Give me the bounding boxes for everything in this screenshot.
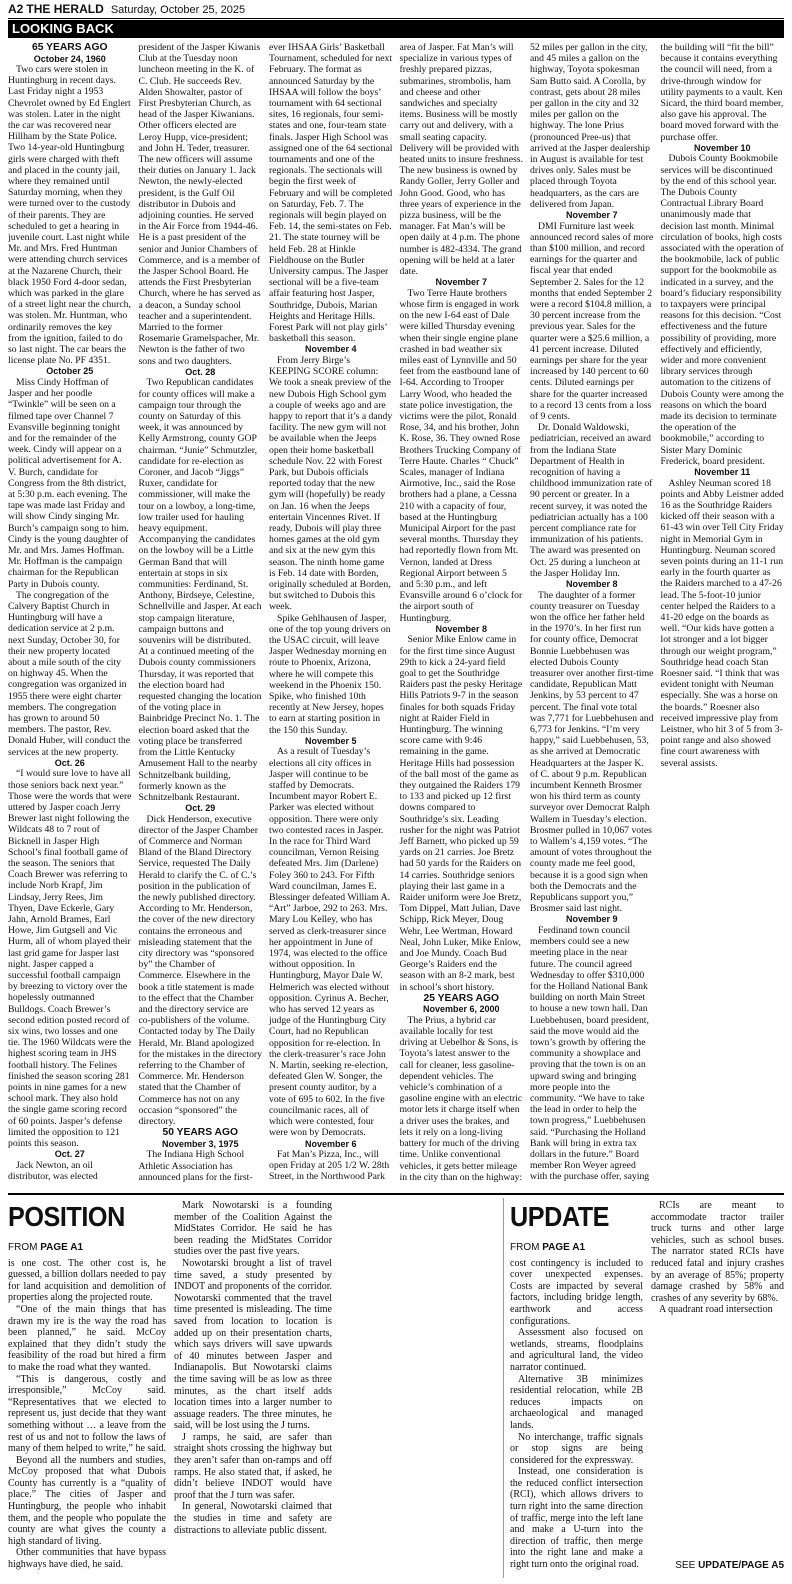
see-target: UPDATE/PAGE A5: [698, 1560, 784, 1571]
entry-date: November 9: [565, 914, 618, 925]
story-paragraph: A quadrant road intersection: [659, 1304, 773, 1316]
position-body: [8, 1200, 332, 1580]
entry-paragraph: The Indiana High School Athletic Association has announced plans for the first-ever IHSAA Girls’ Basketball Tournament, scheduled for next February. The format as announced Saturday by the IHSAA will follow the boys’ tournament with 64 sectional sites, 16 regionals, four semi-states and one, four-team state finals. Jasper High School was assigned one of the 64 sectional tournaments and one of the regionals. The sectionals will begin the first week of February and will be completed on Saturday, Feb. 7. The regionals will begin played on Feb. 14, the semi-states on Feb. 21. The state tourney will be held Feb. 28 at Hinkle Fieldhouse on the Butler University campus. The Jasper sectional will be a five-team affair featuring host Jasper, Southridge, Dubois, Marian Heights and Heritage Hills. Forest Park will not play girls’ basketball this season.: [138, 42, 393, 1183]
update-columns: [510, 1200, 784, 1580]
looking-back-columns: [8, 42, 784, 1190]
entry-paragraph: Two Republican candidates for county offices will make a campaign tour through the county on Saturday of this week, it was announced by Kelly Armstrong, county GOP chairman. “Junie” Schmutzler, candidate for re-election as Coroner, and Jacob “Jiggs” Ruxer, candidate for commissioner, will make the tour on a lowboy, a long-time, low trailer used for hauling heavy equipment. Accompanying the candidates on the lowboy will be a Little German Band that will entertain at stops in six communities: Ferdinand, St. Anthony, Birdseye, Celestine, Schnellville and Jasper. At each stop campaign literature, campaign buttons and souvenirs will be distributed. At a continued meeting of the Dubois county commissioners Thursday, it was reported that the election board had requested changing the location of the voting place in Bainbridge Precinct No. 1. The election board asked that the voting place be transferred from the Little Kentucky Amusement Hall to the nearby Schnitzelbank building, formerly known as the Schnitzelbank Restaurant.: [138, 377, 262, 803]
update-body: [510, 1200, 784, 1580]
entry-paragraph: Ferdinand town council members could see a new meeting place in the near future. The council agreed Wednesday to offer $310,000 for the Holland National Bank building on north Main Street to house a new town hall. Dan Luebbehusen, board president, said the move would aid the town’s growth by offering the community a showplace and proving that the town is on an upward swing and bringing more people into the community. “We have to take the lead in order to help the town progress,” Luebbehusen said. “Purchasing the Holland Bank will bring in extra tax dollars in the future.” Board member Ron Weyer agreed with the purchase offer, saying the building will “fit the bill” because it contains everything the council will need, from a drive-through window for utility payments to a vault. Ken Sicard, the third board member, also gave his approval. The board moved forward with the purchase offer.: [530, 42, 784, 1183]
position-story: [8, 1200, 498, 1580]
story-paragraph: Beyond all the numbers and studies, McCoy proposed that what Dubois County has currently is a “quality of place.” The cities of Jasper and Huntingburg, the people who inhabit them, and the people who populate the county are what gives the county a high standard of living.: [8, 1454, 166, 1547]
paper-name: THE HERALD: [26, 2, 104, 16]
story-paragraph: Mark Nowotarski is a founding member of the Coalition Against the MidStates Corridor. He said he has been reading the MidStates Corridor studies over the past five years.: [174, 1200, 332, 1258]
story-paragraph: Nowotarski brought a list of travel time saved, a study presented by INDOT and proponents of the corridor. Nowotarski commented that the travel time presented is misleading. The time saved from location to location is added up on their presentation charts, which says drivers will save upwards of 40 minutes between Jasper and Indianapolis. But Nowotarski claims the time saving will be as low as three minutes, as the chart itself adds location times into a larger number to assuage readers. The three minutes, he said, will be lost using the J turns.: [174, 1257, 332, 1432]
entry-paragraph: Fat Man’s Pizza, Inc., will open Friday at 205 1/2 W. 28th Street, in the Northwood Park area of Jasper. Fat Man’s will specialize in various types of freshly prepared pizzas, submarines, strombolis, ham and cheese and other sandwiches and specialty items. Business will be mostly carry out and delivery, with a small seating capacity. Delivery will be provided with heated units to insure freshness. The new business is owned by Randy Goller, Jerry Goller and John Good. Good, who has three years of experience in the pizza business, will be the manager. Fat Man’s will be open daily at 4 p.m. The phone number is 482-4334. The grand opening will be held at a later date.: [269, 42, 523, 1183]
entry-date: November 7: [435, 277, 488, 288]
jump-to-link[interactable]: [675, 1560, 784, 1571]
entry-paragraph: Dick Henderson, executive director of the Jasper Chamber of Commerce and Norman Bland of the Bland Directory Service, requested The Daily Herald to clarify the C. of C.’s position in the publication of the newly published directory. According to Mr. Henderson, the cover of the new directory contains the erroneous and misleading statement that the city directory was “sponsored by” the Chamber of Commerce. Elsewhere in the book a title statement is made to the effect that the Chamber and the directory service are co-publishers of the volume. Contacted today by The Daily Herald, Mr. Bland apologized for the mistakes in the directory referring to the Chamber of Commerce. Mr. Henderson stated that the Chamber of Commerce has not on any occasion “sponsored” the directory.: [138, 813, 262, 1128]
entry-date: Oct. 28: [185, 366, 216, 377]
update-jump-from[interactable]: [510, 1242, 643, 1254]
position-columns: [8, 1200, 498, 1580]
story-paragraph: Instead, one consideration is the reduced conflict intersection (RCI), which allows drivers to turn right into the same direction of traffic, merge into the left lane and make a U-turn into the direction of traffic, then merge into the right lane and make a right turn onto the original road.: [510, 1466, 643, 1571]
entry-paragraph: Dr. Donald Waldowski, pediatrician, received an award from the Indiana State Department of Health in recognition of having a childhood immunization rate of 90 percent or greater. In a recent survey, it was noted the pediatrician actually has a 100 percent compliance rate for immunization of his patients. The award was presented on Oct. 25 during a luncheon at the Jasper Holiday Inn.: [530, 422, 653, 579]
entry-date: November 5: [304, 735, 357, 746]
entry-date: November 11: [694, 467, 751, 478]
entry-date: November 10: [693, 142, 751, 153]
story-paragraph: is one cost. The other cost is, he guessed, a billion dollars needed to pay for land acquisition and demolition of properties along the projected route.: [8, 1257, 166, 1304]
entry-paragraph: As a result of Tuesday’s elections all city offices in Jasper will continue to be staffed by Democrats. Incumbent mayor Robert E. Parker was elected without opposition. There were only two contested races in Jasper. In the race for Third Ward councilman, Vernon Reising defeated Mrs. Jim (Darlene) Foley 360 to 243. For Fifth Ward councilman, James E. Blessinger defeated William A. “Art” Jarboe, 292 to 263. Mrs. Mary Lou Kelley, who has served as clerk-treasurer since her appointment in June of 1974, was elected to the office without opposition. In Huntingburg, Mayor Dale W. Helmerich was elected without opposition. Cyrinus A. Becher, who has served 12 years as judge of the Huntingburg City Court, had no Republican opposition for re-election. In the clerk-treasurer’s race John N. Martin, seeking re-election, defeated Glen W. Songer, the present county auditor, by a vote of 695 to 602. In the five councilmanic races, all of which were contested, four were won by Democrats.: [269, 746, 391, 1139]
story-paragraph: Other communities that have bypass highways have died, he said.: [8, 1547, 166, 1571]
section-date: November 3, 1975: [161, 1138, 239, 1149]
position-headline: POSITION: [8, 1201, 125, 1232]
issue-date: Saturday, October 25, 2025: [110, 4, 246, 16]
story-paragraph: Alternative 3B minimizes residential relocation, while 2B reduces impacts on archaeological and managed lands.: [510, 1373, 643, 1431]
update-head: [510, 1200, 643, 1254]
entry-paragraph: The Prius, a hybrid car available locally for test driving at Uebelhor & Sons, is Toyota’s latest answer to the call for cleaner, less gasoline-dependent vehicles. The vehicle’s combination of a gasoline engine with an electric motor lets it charge itself when a driver uses the brakes, and lets it rely on a long-living battery for much of the driving time. Unlike conventional vehicles, it gets better mileage in the city than on the highway: 52 miles per gallon in the city, and 45 miles a gallon on the highway, Toyota spokesman Sam Butto said. A Corolla, by contrast, gets about 28 miles per gallon in the city and 32 miles per gallon on the highway. The lone Prius (pronounced Pree-us) that arrived at the Jasper dealership in August is available for test drives only. Sales must be placed through Toyota headquarters, as the cars are delivered from Japan.: [399, 42, 650, 1183]
position-head: [8, 1200, 166, 1254]
update-story: [510, 1200, 784, 1580]
from-label: FROM: [8, 1242, 38, 1253]
looking-back-section: [8, 42, 132, 64]
entry-paragraph: Dubois County Bookmobile services will be discontinued by the end of this school year. The Dubois County Contractual Library Board unanimously made that decision last month. Minimal circulation of books, high costs associated with the operation of the bookmobile, lack of public support for the bookmobile as indicated in a survey, and the board’s fiduciary responsibility to taxpayers were principal reasons for this decision. “Cost effectiveness and the future possibility of providing, more effectively and efficiently, wider and more convenient library services through automation to the citizens of Dubois County were among the reasons on which the board made its decision to terminate the operation of the bookmobile,” according to Sister Mary Dominic Frederick, board president.: [660, 153, 784, 467]
see-label: SEE: [675, 1560, 696, 1571]
entry-paragraph: Ashley Neuman scored 18 points and Abby Leistner added 16 as the Southridge Raiders kicked off their season with a 61-43 win over Tell City Friday night in Memorial Gym in Huntingburg. Neuman scored seven points during an 11-1 run early in the fourth quarter as the Raiders marched to a 47-26 lead. The 5-foot-10 junior center helped the Raiders to a 41-20 edge on the boards as well. “Our kids have gotten a lot stronger and a lot bigger through our weight program,” Southridge head coach Stan Roesner said. “I think that was evident tonight with Neuman especially. She was a horse on the boards.” Roesner also received impressive play from Leistner, who hit 3 of 5 from 3-point range and also showed fine court awareness with several assists.: [660, 477, 784, 769]
column-divider: [503, 1198, 504, 1578]
section-date: November 6, 2000: [422, 1004, 500, 1015]
from-page: PAGE A1: [542, 1242, 586, 1253]
story-paragraph: Assessment also focused on wetlands, streams, floodplains and agricultural land, the video narrator continued.: [510, 1327, 643, 1373]
entry-paragraph: Two Terre Haute brothers whose firm is engaged in work on the new I-64 east of Dale were killed Thursday evening when their single engine plane crashed in bad weather six miles east of Lynnville and 50 feet from the eastbound lane of I-64. According to Trooper Larry Wood, who headed the state police investigation, the victims were the pilot, Ronald Rose, 34, and his brother, John K. Rose, 36. They owned Rose Brothers Trucking Company of Terre Haute. Charles “ Chuck” Scales, manager of Indiana Airmotive, Inc., said the Rose brothers had a plane, a Cessna 210 with a capacity of four, based at the Huntingburg Municipal Airport for the past several months. Thursday they had reportedly flown from Mt. Vernon, landed at Dress Regional Airport between 5 and 5:30 p.m., and left Evansville around 6 o’clock for the airport south of Huntingburg.: [399, 287, 523, 624]
story-paragraph: “This is dangerous, costly and irresponsible,” McCoy said. “Representatives that we elected to represent us, just decide that they want something without … a leave from the rest of us and not to follow the laws of many of them helped to write,” he said.: [8, 1373, 167, 1455]
section-heading: 25 YEARS AGO: [423, 992, 500, 1004]
looking-back-section: [139, 1127, 263, 1149]
section-divider: [8, 1193, 784, 1195]
section-date: October 24, 1960: [33, 53, 106, 64]
entry-paragraph: Jack Newton, an oil distributor, was elected president of the Jasper Kiwanis Club at the Tuesday noon luncheon meeting in the K. of C. Club. He succeeds Rev. Alden Showalter, pastor of First Presbyterian Church, as head of the Jasper Kiwanians. Other officers elected are Leroy Hupp, vice-president; and John H. Teder, treasurer. The new officers will assume their duties on January 1. Jack Newton, the newly-elected president, is the Gulf Oil distributor in Dubois and adjoining counties. He served in the Air Force from 1944-46. He is a past president of the senior and Junior Chambers of Commerce, and is a member of the Jasper School Board. He attends the First Presbyterian Church, where he has served as a deacon, a Sunday school teacher and a superintendent. Married to the former Rosemarie Gramelspacher, Mr. Newton is the father of two sons and two daughters.: [8, 42, 261, 1182]
from-label: FROM: [510, 1242, 540, 1253]
entry-date: October 25: [46, 366, 94, 377]
entry-date: November 7: [565, 210, 618, 221]
entry-paragraph: Senior Mike Enlow came in for the first time since August 29th to kick a 24-yard field goal to get the Southridge Raiders past the pesky Heritage Hills Patriots 9-7 in the season finales for both squads Friday night at Raider Field in Huntingburg. The winning score came with 9:46 remaining in the game. Heritage Hills had possession of the ball most of the game as they outgained the Raiders 179 to 133 and picked up 12 first downs compared to Southridge’s six. Leading rusher for the night was Patriot Jeff Barnett, who picked up 59 yards on 21 carries. Joe Bretz had 50 yards for the Raiders on 14 carries. Southridge seniors playing their last game in a Raider uniform were Joe Bretz, Tom Dippel, Matt Julian, Dave Schipp, Rick Meyer, Doug Wehr, Lee Wertman, Howard Neal, John Luker, Mike Enlow, and Joe Mundy. Coach Bud George’s Raiders end the season with an 8-2 mark, best in school’s short history.: [399, 634, 523, 993]
story-paragraph: “One of the main things that has drawn my ire is the way the road has been planned,” he said. McCoy explained that they didn’t study the feasibility of the road but hired a firm to make the road what they wanted.: [8, 1303, 166, 1373]
entry-date: Oct. 29: [185, 803, 216, 814]
entry-paragraph: Spike Gehlhausen of Jasper, one of the top young drivers on the USAC circuit, will leave Jasper Wednesday morning en route to Phoenix, Arizona, where he will compete this weekend in the Phoenix 150. Spike, who finished 10th recently at New Jersey, hopes to earn at starting position in the 150 this Sunday.: [269, 612, 391, 736]
entry-paragraph: Two cars were stolen in Huntingburg in recent days. Last Friday night a 1953 Chevrolet owned by Ed Englert was stolen. Later in the night the car was recovered near Hillham by the State Police. Two 14-year-old Huntingburg girls were charged with theft and placed in the county jail, where they remained until Saturday morning, when they were turned over to the custody of their parents. They are scheduled to get a hearing in juvenile court. Last night while Mr. and Mrs. Fred Huntman were attending church services at the Nazarene Church, their black 1950 Ford 4-door sedan, which was parked in the glare of a street light near the church, was stolen. Mr. Huntman, who ordinarily removes the key from the ignition, failed to do so last night. The car bears the license plate No. PF 4351.: [8, 64, 131, 367]
entry-date: November 4: [304, 344, 357, 355]
entry-date: Oct. 26: [54, 757, 85, 768]
story-paragraph: In general, Nowotarski claimed that the studies in time and safety are distractions to alleviate public dissent.: [174, 1501, 332, 1536]
entry-date: Oct. 27: [54, 1149, 85, 1160]
entry-paragraph: From Jerry Birge’s KEEPING SCORE column: We took a sneak preview of the new Dubois High School gym a couple of weeks ago and are happy to report that it’s a dandy facility. The new gym will not be available when the Jeeps open their home basketball schedule Nov. 22 with Forest Park, but Dubois officials reported today that the new gym will (hopefully) be ready on Jan. 16 when the Jeeps entertain Vincennes Rivet. If ready, Dubois will play three homes games at the old gym and six at the new gym this season. The ninth home game is Feb. 14 date with Borden, originally scheduled at Borden, but switched to Dubois this week.: [269, 354, 393, 613]
story-paragraph: cost contingency is included to cover unexpected expenses. Costs are impacted by several factors, including bridge length, earthwork and access configurations.: [510, 1257, 643, 1327]
section-heading: 50 YEARS AGO: [162, 1127, 239, 1139]
update-headline: UPDATE: [510, 1201, 610, 1232]
entry-paragraph: Miss Cindy Hoffman of Jasper and her poodle “Twinkle” will be seen on a filmed tape over Channel 7 Evansville beginning tonight and for the remainder of the week. Cindy will appear on a political advertisement for A. V. Burch, candidate for Congress from the 8th district, at 5:30 p.m. each evening. The tape was made last Friday and will show Cindy singing Mr. Burch’s campaign song to him. Cindy is the young daughter of Mr. and Mrs. James Hoffman. Mr. Hoffman is the campaign chairman for the Republican Party in Dubois county.: [8, 376, 129, 590]
entry-paragraph: DMI Furniture last week announced record sales of more than $100 million, and record earnings for the quarter and fiscal year that ended September 2. Sales for the 12 months that ended September 2 were a record $104.8 million, a 30 percent increase from the previous year. Sales for the quarter were a $25.6 million, a 41 percent increase. Diluted earnings per share for the year increased by 140 percent to 60 cents. Diluted earnings per share for the quarter increased to a record 13 cents from a loss of 9 cents.: [530, 220, 654, 422]
page-number: A2: [8, 2, 24, 16]
looking-back-section: [400, 993, 524, 1015]
entry-paragraph: The daughter of a former county treasurer on Tuesday won the office her father held in the 1970’s. In her first run for county office, Democrat Bonnie Luebbehusen was elected Dubois County treasurer over another first-time candidate, Republican Matt Jenkins, by 53 percent to 47 percent. The final vote total was 7,771 for Luebbehusen and 6,773 for Jenkins. “I’m very happy,” said Luebbehusen, 53, as she arrived at Democratic Headquarters at the Jasper K. of C. about 9 p.m. Republican incumbent Kenneth Brosmer won his third term as county surveyor over Democrat Ralph Wallem in Tuesday’s election. Brosmer pulled in 10,067 votes to Wallem’s 4,159 votes. “The amount of votes throughout the county made me feel good, because it is a good sign when both the Democrats and the Republicans support you,” Brosmer said last night.: [530, 589, 654, 915]
story-paragraph: RCIs are meant to accommodate tractor trailer truck turns and other large vehicles, such as school buses. The narrator stated RCIs have reduced fatal and injury crashes by an average of 85%; property damage crashed by 58% and crashes of any severity by 68%.: [651, 1200, 784, 1304]
position-jump-from[interactable]: [8, 1242, 166, 1254]
entry-paragraph: “I would sure love to have all those seniors back next year.” Those were the words that were uttered by Jasper coach Jerry Brewer last night following the Wildcats 48 to 7 rout of Bicknell in Jasper High School’s final football game of the season. The seniors that Coach Brewer was referring to include Norb Krapf, Jim Lindsay, Jerry Rees, Jim Thyen, Dave Eckerle, Gary Jahn, Arnold Brames, Earl Howe, Jim Gutgsell and Vic Hurm, all of whom played their last grid game for Jasper last night. Jasper capped a successful football campaign by breezing to victory over the hopelessly outmanned Bulldogs. Coach Brewer’s second edition posted record of six wins, two losses and one tie. The 1960 Wildcats were the highest scoring team in JHS football history. The Felines finished the season scoring 281 points in nine games for a new school mark. They also hold the single game scoring record of 60 points. Jasper’s defense limited the opposition to 121 points this season.: [8, 768, 132, 1150]
masthead: [8, 2, 784, 19]
section-heading: 65 YEARS AGO: [31, 42, 108, 53]
story-paragraph: No interchange, traffic signals or stop signs are being considered for the expressway.: [510, 1431, 643, 1466]
from-page: PAGE A1: [40, 1242, 84, 1253]
entry-paragraph: The congregation of the Calvery Baptist Church in Huntingburg will have a dedication service at 2 p.m. next Sunday, October 30, for their new property located about a mile south of the city on highway 45. When the congregation was organized in 1955 there were eight charter members. The congregation has grown to around 50 members. The pastor, Rev. Donald Huber, will conduct the services at the new property.: [8, 589, 131, 758]
entry-date: November 8: [435, 623, 488, 634]
entry-date: November 8: [565, 579, 618, 590]
story-paragraph: J ramps, he said, are safer than straight shots crossing the highway but they aren’t safer than on-ramps and off ramps. He also stated that, if asked, he didn’t believe INDOT would have proof that the J turn was safer.: [174, 1431, 332, 1501]
entry-date: November 6: [304, 1138, 357, 1149]
section-banner: LOOKING BACK: [8, 20, 784, 38]
